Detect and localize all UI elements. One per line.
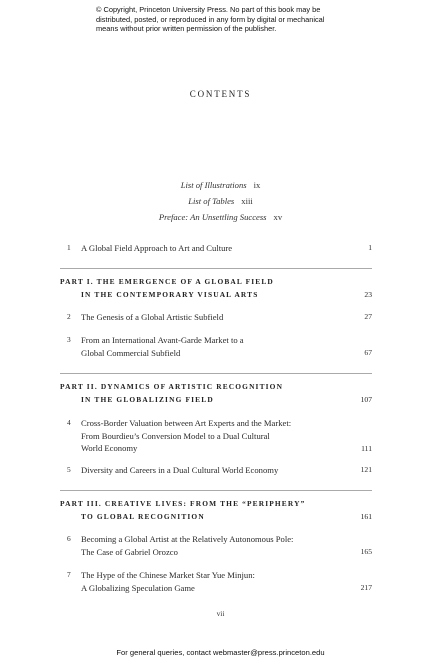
chapter-number: 3 [67, 335, 71, 344]
chapter-number: 2 [67, 312, 71, 321]
section-divider [60, 373, 372, 374]
chapter-page: 27 [364, 312, 372, 321]
front-matter-item[interactable] [0, 180, 441, 190]
chapter-page: 67 [364, 348, 372, 357]
chapter-page: 121 [360, 465, 372, 474]
chapter-number: 6 [67, 534, 71, 543]
contents-title: CONTENTS [189, 89, 252, 99]
copyright-line: means without prior written permission of the publisher. [96, 24, 277, 34]
chapter-title: Cross-Border Valuation between Art Experts and the Market: From Bourdieu’s Conversion Model to a Dual Cultural World Economy [81, 418, 292, 454]
part-title-line: TO GLOBAL RECOGNITION [81, 512, 205, 521]
front-matter-item[interactable] [0, 196, 441, 206]
front-matter-page: xv [273, 212, 283, 222]
section-divider [60, 490, 372, 491]
chapter-page: 1 [368, 243, 372, 252]
chapter-title: The Hype of the Chinese Market Star Yue Minjun: A Globalizing Speculation Game [81, 570, 255, 593]
front-matter-item[interactable] [0, 212, 441, 222]
chapter-title: From an International Avant-Garde Market to a Global Commercial Subfield [81, 335, 244, 358]
chapter-page: 217 [360, 583, 372, 592]
part-title-line: IN THE GLOBALIZING FIELD [81, 395, 214, 404]
part-title-line: PART III. CREATIVE LIVES: FROM THE “PERIPHERY” [60, 499, 306, 508]
part-page: 23 [364, 290, 372, 299]
part-title-line: IN THE CONTEMPORARY VISUAL ARTS [81, 290, 259, 299]
chapter-title: The Genesis of a Global Artistic Subfield [81, 312, 224, 322]
front-matter-page: ix [253, 180, 261, 190]
part-title-line: PART II. DYNAMICS OF ARTISTIC RECOGNITION [60, 382, 284, 391]
chapter-number: 5 [67, 465, 71, 474]
section-divider [60, 268, 372, 269]
front-matter-title: Preface: An Unsettling Success [158, 212, 267, 222]
copyright-line: distributed, posted, or reproduced in any form by digital or mechanical [96, 14, 325, 24]
front-matter-title: List of Tables [188, 196, 235, 206]
part-page: 107 [360, 395, 372, 404]
chapter-title: Diversity and Careers in a Dual Cultural World Economy [81, 465, 279, 475]
copyright-line: © Copyright, Princeton University Press. No part of this book may be [96, 5, 321, 14]
chapter-title: A Global Field Approach to Art and Culture [81, 243, 233, 253]
part-page: 161 [360, 512, 372, 521]
chapter-page: 165 [360, 547, 372, 556]
chapter-number: 7 [67, 570, 71, 579]
copyright-notice [96, 5, 396, 34]
footer-contact: For general queries, contact webmaster@press.princeton.edu [116, 648, 325, 657]
chapter-number: 4 [67, 418, 71, 427]
chapter-number: 1 [67, 243, 71, 252]
chapter-page: 111 [361, 444, 372, 453]
front-matter-title: List of Illustrations [180, 180, 247, 190]
front-matter-page: xiii [241, 196, 253, 206]
chapter-title: Becoming a Global Artist at the Relatively Autonomous Pole: The Case of Gabriel Orozco [81, 534, 294, 557]
page-number: vii [216, 609, 225, 618]
part-title-line: PART I. THE EMERGENCE OF A GLOBAL FIELD [60, 277, 274, 286]
